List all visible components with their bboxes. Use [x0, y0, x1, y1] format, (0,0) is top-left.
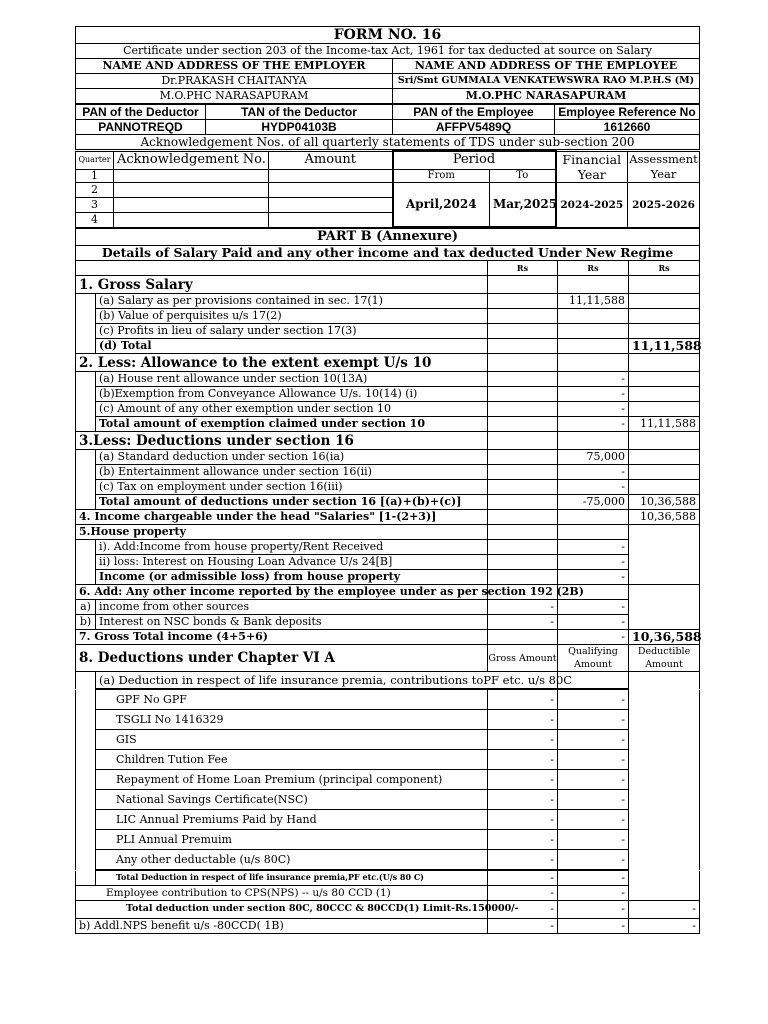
salary-after-16-value: 10,36,588 — [629, 495, 700, 510]
conveyance-label: (b)Exemption from Conveyance Allowance U/s. 10(14) (i) — [96, 387, 488, 402]
tax-employment-value: - — [558, 480, 629, 495]
item-80c-spacer — [629, 750, 700, 770]
item-80c-qualifying: - — [558, 710, 629, 730]
item-80c-label: Repayment of Home Loan Premium (principal component) — [96, 770, 488, 790]
exempt-allowance-heading: 2. Less: Allowance to the extent exempt U/s 10 — [76, 354, 488, 372]
form-title: FORM NO. 16 — [76, 27, 700, 44]
period-from: April,2024 — [393, 182, 490, 227]
nsc-interest-label: Interest on NSC bonds & Bank deposits — [96, 615, 488, 630]
item-80c-spacer — [629, 810, 700, 830]
item-80c-spacer — [76, 730, 96, 750]
total-exemption-value: 11,11,588 — [629, 417, 700, 432]
quarter-1: 1 — [76, 169, 114, 182]
part-b-subtitle: Details of Salary Paid and any other income and tax deducted Under New Regime — [76, 246, 700, 261]
part-b-table — [75, 228, 700, 689]
item-80c-spacer — [629, 710, 700, 730]
addl-nps-qualifying: - — [558, 918, 629, 933]
house-total-value: - — [558, 570, 629, 585]
certificate-text: Certificate under section 203 of the Income-tax Act, 1961 for tax deducted at source on Salary — [76, 44, 700, 59]
from-label: From — [393, 169, 490, 182]
item-80c-gross: - — [488, 730, 558, 750]
item-80c-gross: - — [488, 750, 558, 770]
item-80c-spacer — [76, 750, 96, 770]
total-exemption-label: Total amount of exemption claimed under section 10 — [96, 417, 488, 432]
salary-17-1-value: 11,11,588 — [558, 294, 629, 309]
item-80c-gross: - — [488, 810, 558, 830]
section-80c-heading: (a) Deduction in respect of life insurance premia, contributions toPF etc. u/s 80C — [96, 672, 558, 689]
perquisites-label: (b) Value of perquisites u/s 17(2) — [96, 309, 488, 324]
conveyance-value: - — [558, 387, 629, 402]
totals-80c-table — [75, 870, 700, 934]
item-80c-label: TSGLI No 1416329 — [96, 710, 488, 730]
pan-deductor-value: PANNOTREQD — [76, 120, 206, 135]
period-to: Mar,2025 — [490, 182, 556, 227]
item-80c-label: GPF No GPF — [96, 690, 488, 710]
ack-label: Acknowledgement No. — [114, 151, 269, 169]
item-80c-spacer — [76, 830, 96, 850]
addl-nps-gross: - — [488, 918, 558, 933]
entertainment-value: - — [558, 465, 629, 480]
item-80c-row — [76, 810, 700, 830]
total-80c-gross: - — [488, 871, 558, 886]
rs-col-1: Rs — [488, 261, 558, 276]
cps-label: Employee contribution to CPS(NPS) -- u/s 80 CCD (1) — [76, 885, 488, 900]
item-80c-row — [76, 750, 700, 770]
item-80c-qualifying: - — [558, 770, 629, 790]
item-80c-label: PLI Annual Premuim — [96, 830, 488, 850]
employee-name: Sri/Smt GUMMALA VENKATEWSWRA RAO M.P.H.S (M) — [393, 74, 700, 89]
item-80c-label: National Savings Certificate(NSC) — [96, 790, 488, 810]
item-80c-spacer — [76, 690, 96, 710]
income-salaries-label: 4. Income chargeable under the head "Salaries" [1-(2+3)] — [76, 510, 488, 525]
house-property-heading: 5.House property — [76, 525, 488, 540]
pan-employee-value: AFFPV5489Q — [393, 120, 555, 135]
profits-label: (c) Profits in lieu of salary under section 17(3) — [96, 324, 488, 339]
income-salaries-value: 10,36,588 — [629, 510, 700, 525]
quarter-4: 4 — [76, 212, 114, 227]
total-limit-label: Total deduction under section 80C, 80CCC & 80CCD(1) Limit-Rs.150000/- — [76, 900, 488, 918]
emp-ref-value: 1612660 — [555, 120, 700, 135]
gross-salary-heading: 1. Gross Salary — [76, 276, 488, 294]
item-80c-spacer — [76, 850, 96, 870]
item-80c-spacer — [76, 790, 96, 810]
item-80c-label: Any other deductable (u/s 80C) — [96, 850, 488, 870]
item-80c-spacer — [629, 770, 700, 790]
hra-value: - — [558, 372, 629, 387]
other-sources-gross: - — [488, 600, 558, 615]
total-limit-deductible: - — [629, 900, 700, 918]
item-80c-qualifying: - — [558, 730, 629, 750]
item-80c-spacer — [629, 730, 700, 750]
item-80c-row — [76, 690, 700, 710]
quarter-3: 3 — [76, 197, 114, 212]
standard-deduction-label: (a) Standard deduction under section 16(ia) — [96, 450, 488, 465]
employer-header: NAME AND ADDRESS OF THE EMPLOYER — [76, 59, 393, 74]
qualifying-amount-header: Qualifying Amount — [558, 645, 629, 672]
item-80c-qualifying: - — [558, 750, 629, 770]
item-80c-qualifying: - — [558, 690, 629, 710]
ay-value: 2025-2026 — [628, 182, 700, 227]
item-80c-row — [76, 770, 700, 790]
other-income-a-key: a) — [76, 600, 96, 615]
fy-value: 2024-2025 — [556, 182, 628, 227]
emp-ref-label: Employee Reference No — [555, 105, 700, 120]
item-80c-spacer — [629, 830, 700, 850]
gross-total-income-dash: - — [558, 630, 629, 645]
total-limit-qualifying: - — [558, 900, 629, 918]
standard-deduction-value: 75,000 — [558, 450, 629, 465]
item-80c-label: GIS — [96, 730, 488, 750]
item-80c-qualifying: - — [558, 850, 629, 870]
item-80c-row — [76, 710, 700, 730]
item-80c-gross: - — [488, 770, 558, 790]
deductible-amount-header: Deductible Amount — [629, 645, 700, 672]
house-total-label: Income (or admissible loss) from house property — [96, 570, 488, 585]
other-sources-label: income from other sources — [96, 600, 488, 615]
cps-qualifying: - — [558, 885, 629, 900]
item-80c-gross: - — [488, 830, 558, 850]
total-exemption-dash: - — [558, 417, 629, 432]
item-80c-gross: - — [488, 850, 558, 870]
ack-note: Acknowledgement Nos. of all quarterly statements of TDS under sub-section 200 — [76, 135, 700, 150]
hra-label: (a) House rent allowance under section 10(13A) — [96, 372, 488, 387]
ay-label: Assessment Year — [629, 151, 698, 181]
quarter-2: 2 — [76, 182, 114, 197]
items-80c-table — [75, 689, 700, 870]
employer-address: M.O.PHC NARASAPURAM — [76, 89, 393, 104]
gross-total-income-value: 10,36,588 — [629, 630, 700, 645]
item-80c-row — [76, 790, 700, 810]
employee-header: NAME AND ADDRESS OF THE EMPLOYEE — [393, 59, 700, 74]
other-income-heading: 6. Add: Any other income reported by the employee under as per section 192 (2B) — [76, 585, 488, 600]
gross-total-income-label: 7. Gross Total income (4+5+6) — [76, 630, 488, 645]
other-sources-value: - — [558, 600, 629, 615]
house-income-value: - — [558, 540, 629, 555]
addl-nps-deductible: - — [629, 918, 700, 933]
part-b-title: PART B (Annexure) — [76, 229, 700, 246]
item-80c-qualifying: - — [558, 790, 629, 810]
tax-employment-label: (c) Tax on employment under section 16(iii) — [96, 480, 488, 495]
form-16-sheet — [75, 26, 702, 934]
housing-loan-label: ii) loss: Interest on Housing Loan Advance U/s 24[B] — [96, 555, 488, 570]
amount-label: Amount — [269, 151, 393, 169]
item-80c-qualifying: - — [558, 810, 629, 830]
salary-17-1-label: (a) Salary as per provisions contained in sec. 17(1) — [96, 294, 488, 309]
item-80c-gross: - — [488, 790, 558, 810]
pan-deductor-label: PAN of the Deductor — [76, 105, 206, 120]
item-80c-row — [76, 730, 700, 750]
item-80c-spacer — [629, 790, 700, 810]
fy-label: Financial Year — [556, 151, 628, 182]
total-80c-label: Total Deduction in respect of life insurance premia,PF etc.(U/s 80 C) — [96, 871, 488, 886]
item-80c-spacer — [76, 810, 96, 830]
quarter-label: Quarter — [76, 151, 114, 169]
item-80c-spacer — [76, 710, 96, 730]
total-deduction-16-value: -75,000 — [558, 495, 629, 510]
gross-total-value: 11,11,588 — [629, 339, 700, 354]
to-label: To — [490, 169, 556, 182]
item-80c-gross: - — [488, 710, 558, 730]
gross-total-label: (d) Total — [96, 339, 488, 354]
total-limit-gross: - — [488, 900, 558, 918]
item-80c-row — [76, 830, 700, 850]
item-80c-qualifying: - — [558, 830, 629, 850]
tan-deductor-value: HYDP04103B — [206, 120, 393, 135]
house-income-label: i). Add:Income from house property/Rent Received — [96, 540, 488, 555]
rs-col-2: Rs — [558, 261, 629, 276]
item-80c-spacer — [76, 770, 96, 790]
employer-name: Dr.PRAKASH CHAITANYA — [76, 74, 393, 89]
pan-employee-label: PAN of the Employee — [393, 105, 555, 120]
nsc-interest-value: - — [558, 615, 629, 630]
gross-amount-header: Gross Amount — [488, 645, 558, 672]
pan-table — [75, 104, 700, 150]
other-income-b-key: b) — [76, 615, 96, 630]
header-table — [75, 26, 700, 104]
other-exemption-value: - — [558, 402, 629, 417]
total-deduction-16-label: Total amount of deductions under section 16 [(a)+(b)+(c)] — [96, 495, 488, 510]
chapter-via-heading: 8. Deductions under Chapter VI A — [76, 645, 488, 672]
total-80c-qualifying: - — [558, 871, 629, 886]
quarter-table — [75, 150, 700, 228]
addl-nps-label: b) Addl.NPS benefit u/s -80CCD( 1B) — [76, 918, 488, 933]
item-80c-row — [76, 850, 700, 870]
nsc-interest-gross: - — [488, 615, 558, 630]
entertainment-label: (b) Entertainment allowance under section 16(ii) — [96, 465, 488, 480]
item-80c-label: LIC Annual Premiums Paid by Hand — [96, 810, 488, 830]
other-exemption-label: (c) Amount of any other exemption under section 10 — [96, 402, 488, 417]
item-80c-spacer — [629, 690, 700, 710]
item-80c-spacer — [629, 850, 700, 870]
deductions-16-heading: 3.Less: Deductions under section 16 — [76, 432, 488, 450]
cps-gross: - — [488, 885, 558, 900]
housing-loan-value: - — [558, 555, 629, 570]
tan-deductor-label: TAN of the Deductor — [206, 105, 393, 120]
rs-col-3: Rs — [629, 261, 700, 276]
item-80c-label: Children Tution Fee — [96, 750, 488, 770]
period-label: Period — [393, 151, 556, 169]
item-80c-gross: - — [488, 690, 558, 710]
employee-address: M.O.PHC NARASAPURAM — [393, 89, 700, 104]
